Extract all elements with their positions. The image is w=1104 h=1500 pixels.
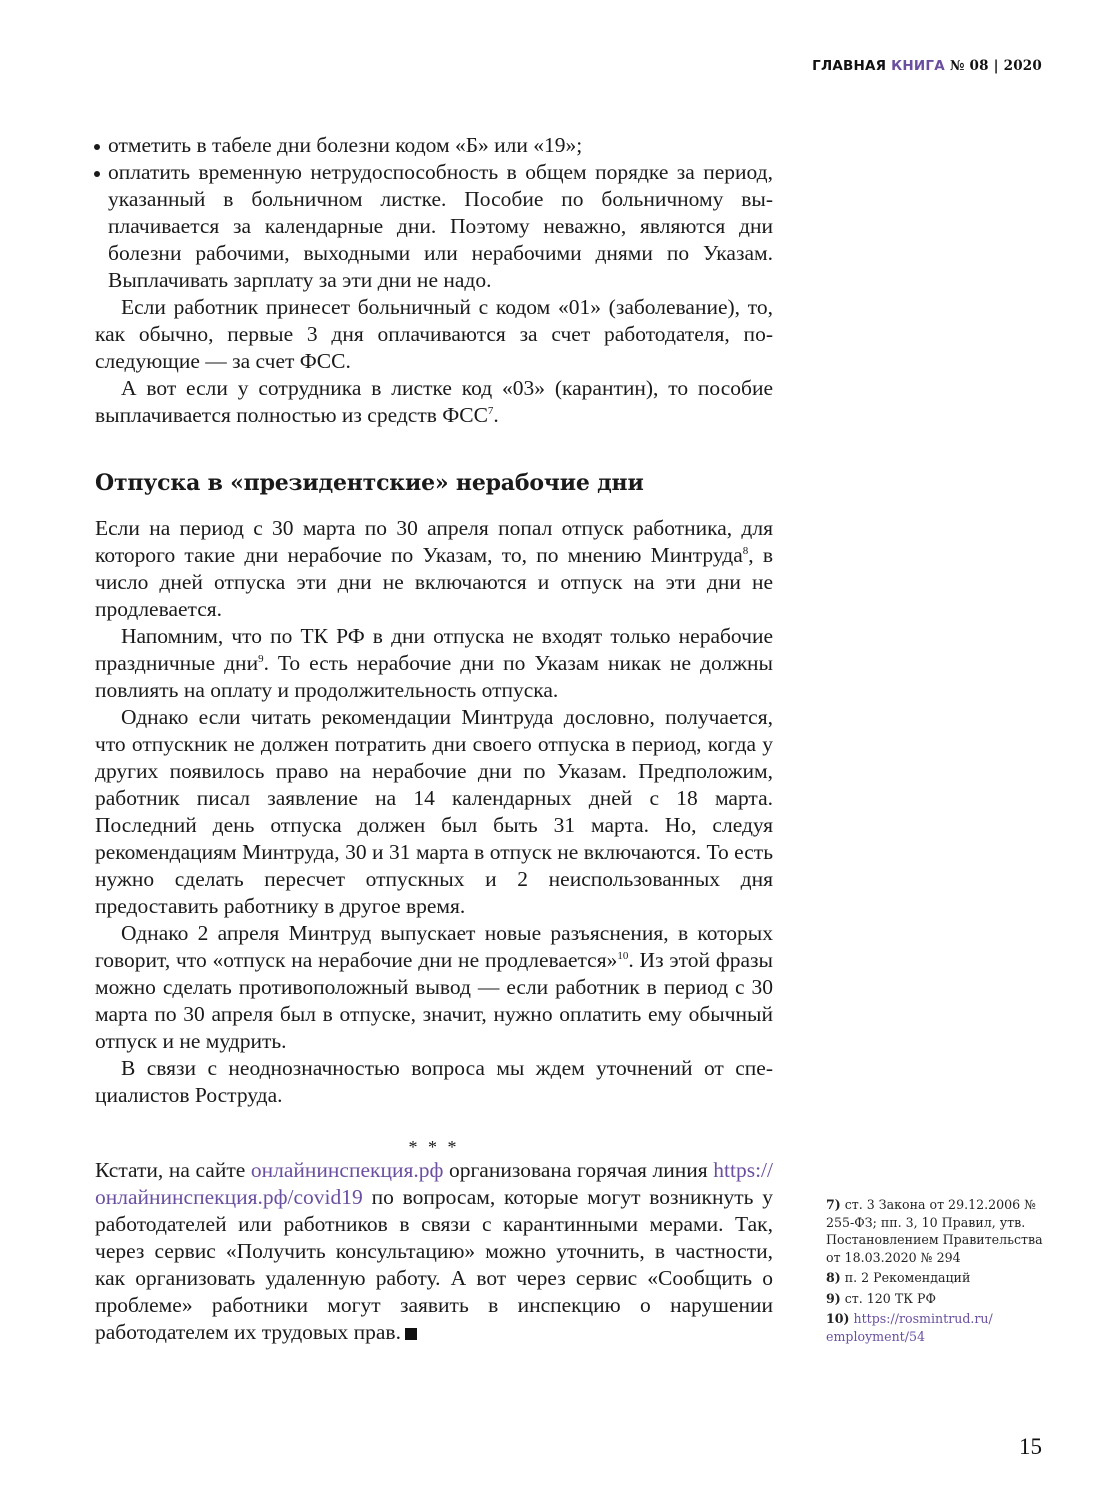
footnote-9: 9) ст. 120 ТК РФ — [826, 1290, 936, 1306]
paragraph-text: . То есть нерабочие дни по Указам никак не должны повлиять на оплату и продолжительность отпуска. — [95, 651, 773, 702]
paragraph — [95, 375, 773, 429]
link-onlineinspection[interactable]: онлайнинспекция.рф — [250, 1158, 444, 1182]
paragraph-text: Если на период с 30 марта по 30 апреля попал отпуск работника, для которого такие дни нерабочие по Указам, то, по мнению Минтруда — [95, 516, 773, 567]
paragraph — [95, 623, 773, 704]
footnote-ref-8[interactable]: 8 — [742, 544, 749, 557]
bullet-item — [95, 159, 773, 294]
paragraph-text: Однако 2 апреля Минтруд выпускает новые разъяснения, в которых говорит, что «отпуск на нерабочие дни не продлевается» — [95, 921, 773, 972]
end-of-article-icon — [405, 1328, 417, 1340]
footnotes-sidebar — [826, 1196, 1051, 1348]
brand-name-part2: КНИГА — [891, 58, 945, 74]
footnote-10: 10) https://rosmintrud.ru/ employment/54 — [826, 1311, 993, 1344]
paragraph-text: по вопросам, которые могут возникнуть у работодателей или работников в связи с карантинными мерами. Так, через сервис «Получить консультацию» можно уточнить, в частности, как организовать удаленную работу. А вот через сервис «Сообщить о проблеме» работники могут заявить в инспекцию о нарушении работодателем их трудовых прав. — [95, 1185, 773, 1344]
paragraph-text: Напомним, что по ТК РФ в дни отпуска не входят только нерабочие праздничные дни — [95, 624, 773, 675]
link-rosmintrud[interactable]: https://rosmintrud.ru/ employment/54 — [826, 1311, 993, 1344]
paragraph-text: . — [493, 403, 499, 427]
paragraph-text: Кстати, на сайте — [95, 1158, 251, 1182]
article-body — [95, 132, 773, 1346]
paragraph: Если работник принесет больничный с кодом «01» (заболевание), то, как обычно, первые 3 дня оплачиваются за счет работодателя, последующие — за счет ФСС. — [95, 295, 773, 373]
footnote-ref-10[interactable]: 10 — [617, 949, 629, 962]
link-covid19-hotline[interactable]: https://онлайнинспекция.рф/covid19 — [95, 1158, 773, 1209]
paragraph-text: , в число дней отпуска эти дни не включаются и отпуск на эти дни не продлевается. — [95, 543, 773, 621]
paragraph-text: организована горячая линия — [443, 1158, 714, 1182]
bullet-text: оплатить временную нетрудоспособность в общем порядке за период, указанный в больничном листке. Пособие по больничному выплачивается за календарные дни. Поэтому неважно, являются дни болезни рабочими, выходными или нерабочими днями по Указам. Выплачивать зарплату за эти дни не надо. — [108, 160, 773, 292]
paragraph — [95, 920, 773, 1055]
paragraph: В связи с неоднозначностью вопроса мы ждем уточнений от специалистов Роструда. — [95, 1056, 773, 1107]
bullet-icon — [94, 171, 100, 177]
footnote-8: 8) п. 2 Рекомендаций — [826, 1270, 971, 1285]
paragraph — [95, 515, 773, 623]
running-header — [812, 58, 1042, 74]
footnote-ref-9[interactable]: 9 — [258, 652, 264, 665]
footnote-7: 7) ст. 3 Закона от 29.12.2006 № 255-ФЗ; пп. 3, 10 Правил, утв. Постановлением Правительства от 18.03.2020 № 294 — [826, 1197, 1043, 1265]
paragraph — [95, 1157, 773, 1346]
section-heading: Отпуска в «президентские» нерабочие дни — [95, 470, 644, 496]
issue-number: № 08 | 2020 — [949, 58, 1042, 74]
bullet-text: отметить в табеле дни болезни кодом «Б» или «19»; — [108, 133, 583, 157]
footnote-ref-7[interactable]: 7 — [487, 404, 494, 417]
bullet-list — [95, 132, 773, 294]
bullet-icon — [94, 144, 100, 150]
paragraph: Однако если читать рекомендации Минтруда дословно, получается, что отпускник не должен потратить дни своего отпуска в период, когда у других появилось право на нерабочие дни по Указам. Предположим, работник писал заявление на 14 календарных дней с 18 марта. Последний день отпуска должен был быть 31 марта. Но, следуя рекомендациям Минтруда, 30 и 31 марта в отпуск не включаются. То есть нужно сделать пересчет отпускных и 2 неиспользованных дня предоставить работнику в другое время. — [95, 705, 773, 918]
section-separator: * * * — [408, 1137, 460, 1157]
paragraph-text: . Из этой фразы можно сделать противоположный вывод — если работник в период с 30 марта по 30 апреля был в отпуске, значит, нужно оплатить ему обычный отпуск и не мудрить. — [95, 948, 773, 1053]
page-number: 15 — [1019, 1434, 1042, 1459]
bullet-item — [95, 132, 773, 159]
brand-name-part1: ГЛАВНАЯ — [812, 58, 887, 74]
paragraph-text: А вот если у сотрудника в листке код «03» (карантин), то пособие выплачивается полностью из средств ФСС — [95, 376, 773, 427]
